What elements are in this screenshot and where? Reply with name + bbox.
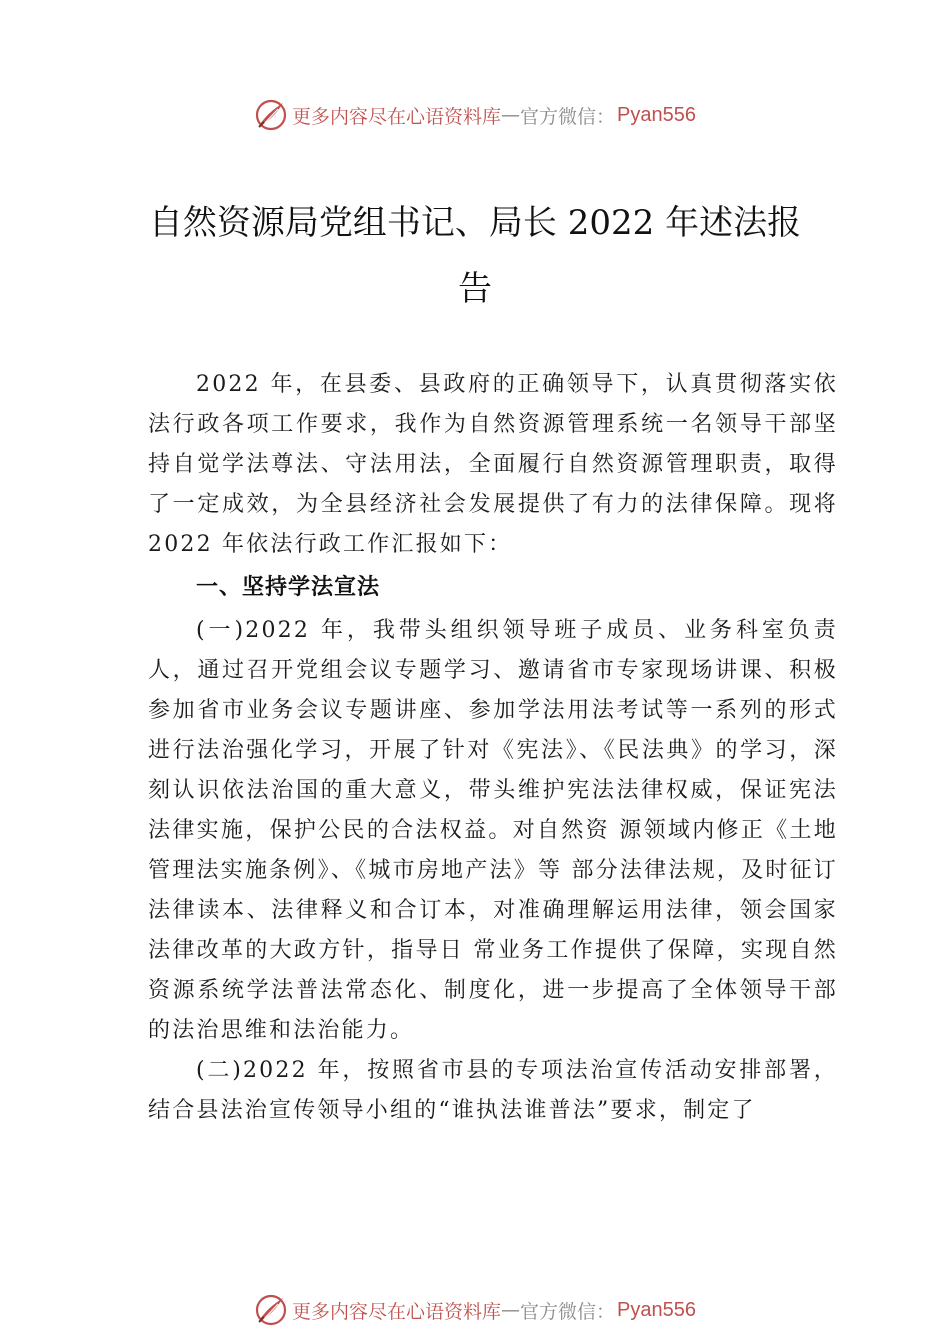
document-title <box>100 190 850 322</box>
header-brand-text: 更多内容尽在心语资料库 <box>292 105 502 128</box>
intro-paragraph: 2022 年，在县委、县政府的正确领导下，认真贯彻落实依法行政各项工作要求，我作为自然资源管理系统一名领导干部坚持自觉学法尊法、守法用法，全面履行自然资源管理职责，取得了一定成效，为全县经济社会发展提供了有力的法律保障。现将 2022 年依法行政工作汇报如下： <box>148 372 838 557</box>
section-1-paragraph-2: (二)2022 年，按照省市县的专项法治宣传活动安排部署，结合县法治宣传领导小组的“谁执法谁普法”要求，制定了 <box>148 1058 838 1123</box>
title-line-2: 告 <box>458 269 492 309</box>
footer-banner-content <box>254 1293 696 1327</box>
header-banner-content <box>254 98 696 132</box>
footer-wechat-label: 官方微信： <box>520 1300 616 1323</box>
title-line-1: 自然资源局党组书记、局长 2022 年述法报 <box>148 203 802 243</box>
section-1-paragraph-1: (一)2022 年，我带头组织领导班子成员、业务科室负责人，通过召开党组会议专题学习、邀请省市专家现场讲课、积极参加省市业务会议专题讲座、参加学法用法考试等一系列的形式进行法治强化学习，开展了针对《宪法》、《民法典》的学习，深刻认识依法治国的重大意义，带头维护宪法法律权威，保证宪法法律实施，保护公民的合法权益。对自然资 源领域内修正《土地管理法实施条例》、《城市房地产法》等 部分法律法规，及时征订法律读本、法律释义和合订本，对准确理解运用法律，领会国家法律改革的大政方针，指导日 常业务工作提供了保障，实现自然资源系统学法普法常态化、制度化，进一步提高了全体领导干部的法治思维和法治能力。 <box>148 618 838 1043</box>
footer-wechat-account: Pyan556 <box>617 1298 696 1321</box>
header-wechat-label: 官方微信： <box>520 105 616 128</box>
footer-banner <box>0 1290 950 1330</box>
quill-logo-icon <box>254 98 288 132</box>
header-banner <box>0 95 950 135</box>
quill-logo-icon <box>254 1293 288 1327</box>
footer-brand-text: 更多内容尽在心语资料库 <box>292 1300 502 1323</box>
section-1-heading: 一、坚持学法宣法 <box>196 575 381 600</box>
header-wechat-account: Pyan556 <box>617 103 696 126</box>
header-separator: — <box>501 104 521 126</box>
footer-separator: — <box>501 1299 521 1321</box>
document-body <box>148 365 838 1131</box>
